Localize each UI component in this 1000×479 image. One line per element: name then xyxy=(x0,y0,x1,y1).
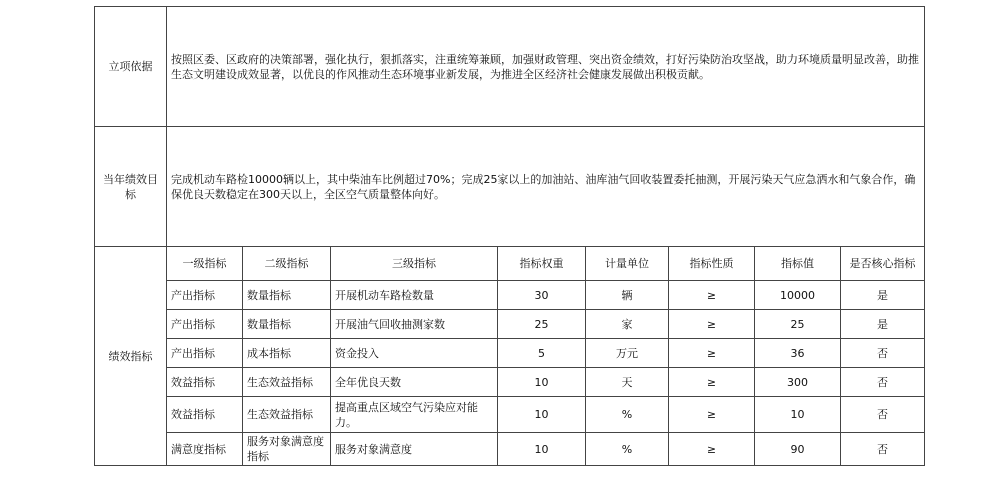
row-level2: 生态效益指标 xyxy=(243,397,331,433)
row-level2: 成本指标 xyxy=(243,339,331,368)
indicator-header-row xyxy=(95,247,925,281)
goal-row xyxy=(95,127,925,247)
row-unit: 万元 xyxy=(586,339,669,368)
row-level3: 服务对象满意度 xyxy=(331,433,498,466)
header-unit: 计量单位 xyxy=(586,247,669,281)
row-value: 90 xyxy=(755,433,841,466)
header-weight: 指标权重 xyxy=(498,247,586,281)
indicators-label: 绩效指标 xyxy=(95,247,167,466)
header-level2: 二级指标 xyxy=(243,247,331,281)
row-level2: 数量指标 xyxy=(243,310,331,339)
row-level3: 开展机动车路检数量 xyxy=(331,281,498,310)
row-unit: 家 xyxy=(586,310,669,339)
row-core: 否 xyxy=(841,339,925,368)
header-nature: 指标性质 xyxy=(669,247,755,281)
row-level1: 产出指标 xyxy=(167,310,243,339)
row-unit: % xyxy=(586,397,669,433)
performance-table xyxy=(94,6,925,466)
row-level3: 提高重点区域空气污染应对能力。 xyxy=(331,397,498,433)
header-level1: 一级指标 xyxy=(167,247,243,281)
row-level3: 全年优良天数 xyxy=(331,368,498,397)
row-weight: 30 xyxy=(498,281,586,310)
row-value: 300 xyxy=(755,368,841,397)
row-nature: ≥ xyxy=(669,368,755,397)
row-core: 否 xyxy=(841,433,925,466)
row-level2: 数量指标 xyxy=(243,281,331,310)
row-level1: 效益指标 xyxy=(167,397,243,433)
row-level1: 产出指标 xyxy=(167,281,243,310)
row-unit: 天 xyxy=(586,368,669,397)
row-level2: 服务对象满意度指标 xyxy=(243,433,331,466)
row-level2: 生态效益指标 xyxy=(243,368,331,397)
row-weight: 10 xyxy=(498,368,586,397)
basis-row xyxy=(95,7,925,127)
row-weight: 25 xyxy=(498,310,586,339)
row-value: 10000 xyxy=(755,281,841,310)
row-nature: ≥ xyxy=(669,433,755,466)
row-nature: ≥ xyxy=(669,397,755,433)
row-level3: 开展油气回收抽测家数 xyxy=(331,310,498,339)
row-level1: 效益指标 xyxy=(167,368,243,397)
row-nature: ≥ xyxy=(669,339,755,368)
row-value: 36 xyxy=(755,339,841,368)
header-level3: 三级指标 xyxy=(331,247,498,281)
goal-text: 完成机动车路检10000辆以上，其中柴油车比例超过70%；完成25家以上的加油站、油库油气回收装置委托抽测，开展污染天气应急洒水和气象合作，确保优良天数稳定在300天以上，全区空气质量整体向好。 xyxy=(167,127,925,247)
table-row xyxy=(95,433,925,466)
row-nature: ≥ xyxy=(669,281,755,310)
header-core: 是否核心指标 xyxy=(841,247,925,281)
row-level1: 产出指标 xyxy=(167,339,243,368)
basis-text: 按照区委、区政府的决策部署，强化执行，狠抓落实，注重统筹兼顾，加强财政管理、突出资金绩效，打好污染防治攻坚战，助力环境质量明显改善，助推生态文明建设成效显著，以优良的作风推动生态环境事业新发展，为推进全区经济社会健康发展做出积极贡献。 xyxy=(167,7,925,127)
row-core: 是 xyxy=(841,310,925,339)
goal-label: 当年绩效目标 xyxy=(95,127,167,247)
table-row xyxy=(95,397,925,433)
row-core: 是 xyxy=(841,281,925,310)
row-value: 25 xyxy=(755,310,841,339)
row-core: 否 xyxy=(841,397,925,433)
row-weight: 5 xyxy=(498,339,586,368)
table-row xyxy=(95,281,925,310)
table-row xyxy=(95,368,925,397)
row-weight: 10 xyxy=(498,433,586,466)
row-level1: 满意度指标 xyxy=(167,433,243,466)
row-core: 否 xyxy=(841,368,925,397)
row-weight: 10 xyxy=(498,397,586,433)
row-value: 10 xyxy=(755,397,841,433)
table-row xyxy=(95,310,925,339)
header-value: 指标值 xyxy=(755,247,841,281)
row-nature: ≥ xyxy=(669,310,755,339)
row-unit: 辆 xyxy=(586,281,669,310)
row-unit: % xyxy=(586,433,669,466)
basis-label: 立项依据 xyxy=(95,7,167,127)
row-level3: 资金投入 xyxy=(331,339,498,368)
table-row xyxy=(95,339,925,368)
